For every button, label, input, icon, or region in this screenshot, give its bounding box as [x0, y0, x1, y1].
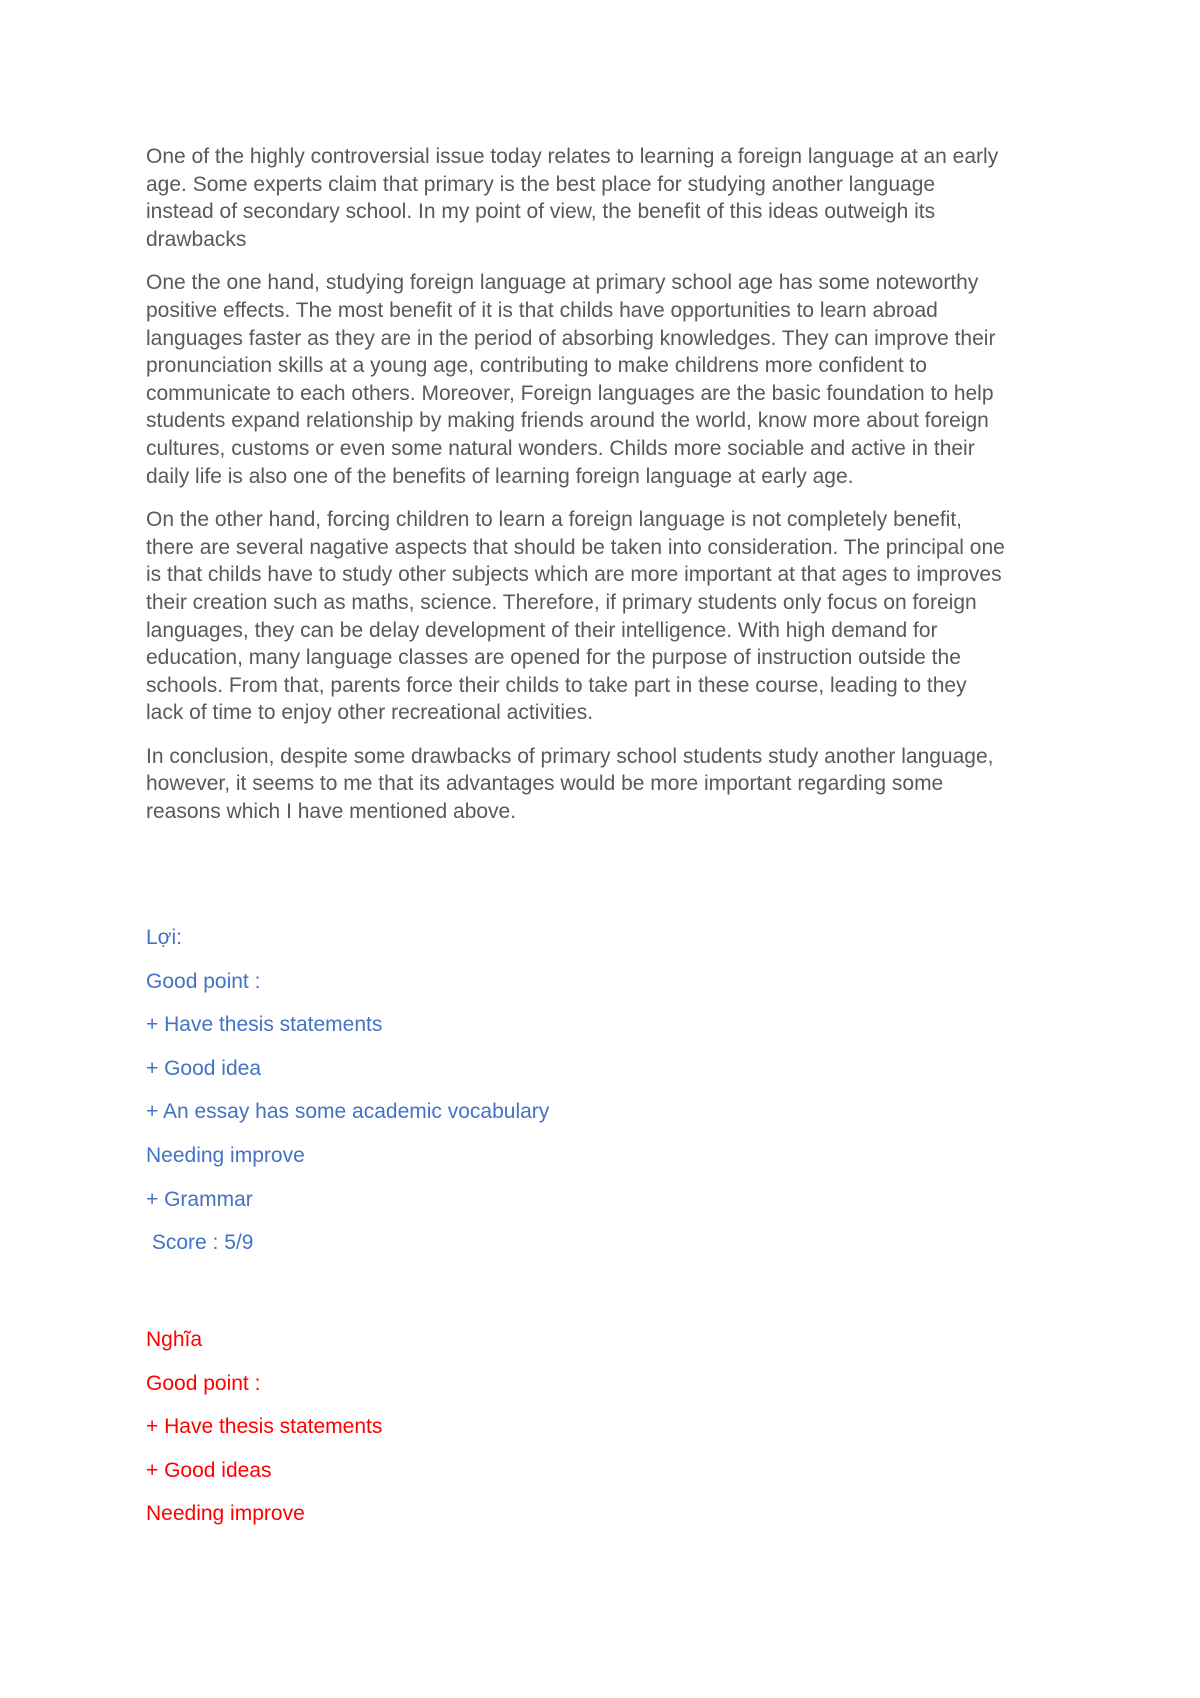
feedback-loi-reviewer-name: Lợi: — [146, 926, 182, 949]
feedback-loi-improve-heading: Needing improve — [146, 1143, 305, 1167]
feedback-nghia — [146, 1326, 846, 1544]
feedback-loi — [146, 924, 846, 1273]
feedback-loi-score: Score : 5/9 — [146, 1231, 254, 1255]
essay-body-paragraph-advantages: One the one hand, studying foreign language at primary school age has some noteworthy positive effects. The most benefit of it is that childs have opportunities to learn abroad languages faster as they are in the period of absorbing knowledges. They can improve their pronunciation skills at a young age, contributing to make childrens more confident to communicate to each others. Moreover, Foreign languages are the basic foundation to help students expand relationship by making friends around the world, know more about foreign cultures, customs or even some natural wonders. Childs more sociable and active in their daily life is also one of the benefits of learning foreign language at early age. — [146, 271, 996, 488]
feedback-nghia-item: + Have thesis statements — [146, 1415, 383, 1439]
feedback-loi-item: + Grammar — [146, 1187, 253, 1211]
essay-body-paragraph-disadvantages: On the other hand, forcing children to learn a foreign language is not completely benefit, there are several nagative aspects that should be taken into consideration. The principal one is that childs have to study other subjects which are more important at that ages to improves their creation such as maths, science. Therefore, if primary students only focus on foreign languages, they can be delay development of their intelligence. With high demand for education, many language classes are opened for the purpose of instruction outside the schools. From that, parents force their childs to take part in these course, leading to they lack of time to enjoy other recreational activities. — [146, 508, 1005, 725]
essay-conclusion-paragraph: In conclusion, despite some drawbacks of primary school students study another language, however, it seems to me that its advantages would be more important regarding some reasons which I have mentioned above. — [146, 744, 994, 824]
feedback-nghia-item: + Good ideas — [146, 1458, 272, 1482]
feedback-loi-item: + Have thesis statements — [146, 1013, 383, 1037]
feedback-nghia-reviewer-name: Nghĩa — [146, 1328, 203, 1351]
feedback-loi-good-point-heading: Good point : — [146, 969, 261, 993]
feedback-loi-item: + Good idea — [146, 1056, 262, 1080]
essay-intro-paragraph: One of the highly controversial issue today relates to learning a foreign language at an early age. Some experts claim that primary is the best place for studying another language instead of secondary school. In my point of view, the benefit of this ideas outweigh its drawbacks — [146, 145, 999, 251]
feedback-nghia-improve-heading: Needing improve — [146, 1502, 305, 1526]
essay-body — [146, 143, 1066, 842]
feedback-nghia-good-point-heading: Good point : — [146, 1371, 261, 1395]
feedback-loi-item: + An essay has some academic vocabulary — [146, 1100, 550, 1124]
